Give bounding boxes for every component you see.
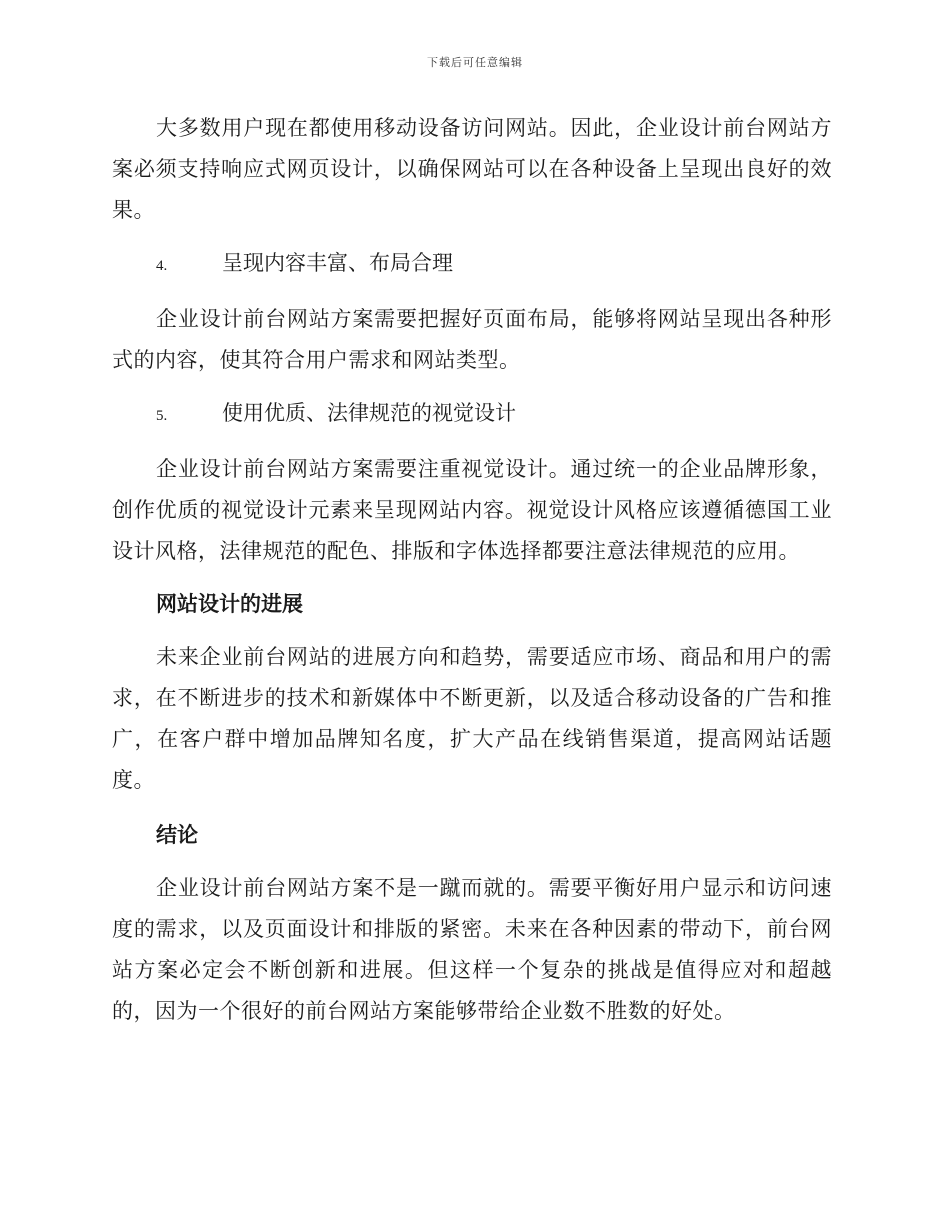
- paragraph-conclusion: 企业设计前台网站方案不是一蹴而就的。需要平衡好用户显示和访问速度的需求，以及页面设计和排版的紧密。未来在各种因素的带动下，前台网站方案必定会不断创新和进展。但这样一个复杂的挑战是值得应对和超越的，因为一个很好的前台网站方案能够带给企业数不胜数的好处。: [112, 876, 832, 1023]
- paragraph-visual-design: 企业设计前台网站方案需要注重视觉设计。通过统一的企业品牌形象，创作优质的视觉设计元素来呈现网站内容。视觉设计风格应该遵循德国工业设计风格，法律规范的配色、排版和字体选择都要注意法律规范的应用。: [112, 457, 832, 563]
- list-item-text: 使用优质、法律规范的视觉设计: [222, 401, 516, 425]
- section-heading-conclusion: 结论: [156, 823, 198, 847]
- list-item-text: 呈现内容丰富、布局合理: [222, 251, 453, 275]
- list-number: 5.: [156, 408, 168, 424]
- section-heading-progress: 网站设计的进展: [156, 592, 303, 616]
- paragraph-responsive-design: 大多数用户现在都使用移动设备访问网站。因此，企业设计前台网站方案必须支持响应式网页设计，以确保网站可以在各种设备上呈现出良好的效果。: [112, 116, 832, 222]
- list-number: 4.: [156, 258, 168, 274]
- document-body: [112, 108, 832, 1044]
- paragraph-progress: 未来企业前台网站的进展方向和趋势，需要适应市场、商品和用户的需求，在不断进步的技术和新媒体中不断更新，以及适合移动设备的广告和推广，在客户群中增加品牌知名度，扩大产品在线销售渠道，提高网站话题度。: [112, 645, 832, 792]
- page-header: 下载后可任意编辑: [427, 56, 523, 69]
- paragraph-layout: 企业设计前台网站方案需要把握好页面布局，能够将网站呈现出各种形式的内容，使其符合用户需求和网站类型。: [112, 307, 832, 372]
- list-item-4: [112, 243, 832, 287]
- list-item-5: [112, 393, 832, 437]
